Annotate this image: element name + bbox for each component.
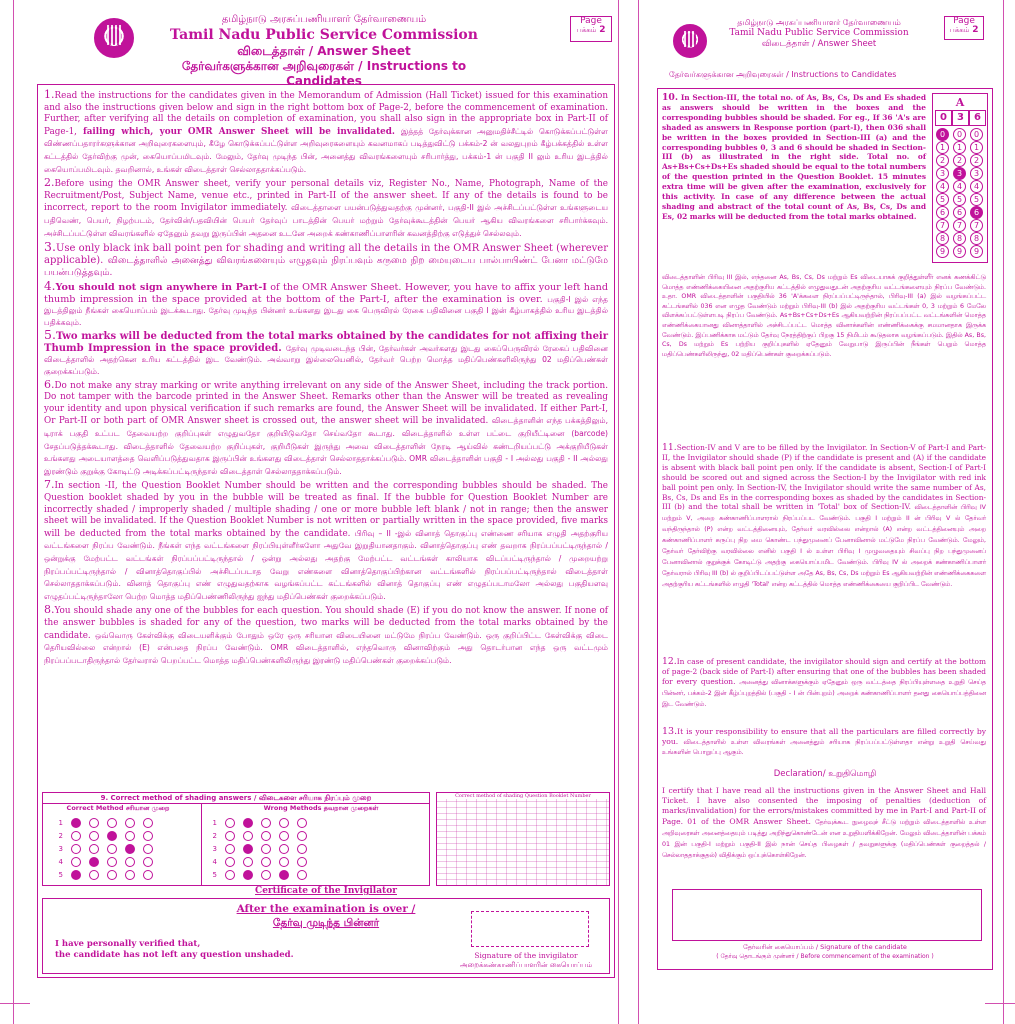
shading-table-title: 9. Correct method of shading answers / விடைகளை சரியாக நிரப்பும் முறை bbox=[43, 793, 429, 804]
wrong-bubble bbox=[279, 857, 289, 867]
instruction-bold: Two marks will be deducted from the total marks obtained by the candidates for not affixing their Thumb Impression in the space provided. bbox=[44, 331, 608, 354]
booklet-number-panel bbox=[436, 792, 610, 886]
wrong-bubble bbox=[243, 870, 253, 880]
page-number: 2 bbox=[972, 25, 979, 36]
tnpsc-emblem-icon bbox=[673, 24, 707, 58]
invigilator-signature-en: Signature of the invigilator bbox=[474, 951, 578, 960]
answer-bubble bbox=[107, 870, 117, 880]
shading-row bbox=[43, 869, 429, 882]
shading-row-number: 5 bbox=[58, 871, 63, 879]
wrong-method-head: Wrong Methods தவறான முறைகள் bbox=[263, 804, 379, 812]
wrong-bubble bbox=[261, 857, 271, 867]
item-11: 11.Section-IV and V are to be filled by the Invigilator. In Section-V of Part-I and Part-II, the Invigilator should shade (P) if the candidate is present and (A) if the candidate is absent with black ball point pen only. If the candidate is absent, Section-I of Part-I should be scored out and signed across the Section-I by the Invigilator with red ink ball point pen only. In Section-IV, the Invigilator should write the same number of As, Bs, Cs, Ds and Es in the corresponding boxes as shaded by the candidates in Section-III (b) and the total shall be written in 'Total' box of Section-IV. விடைத்தாளின் பிரிவு IV மற்றும் V, அறை கண்காணிப்பாளரால் நிரப்பப்பட வேண்டும். பகுதி I மற்றும் II ன் பிரிவு V ல் தேர்வர் வந்திருந்தால் (P) என்ற வட்டத்தினையும், தேர்வர் வரவில்லை என்றால் (A) என்ற வட்டத்தினையும் அறை கண்காணிப்பாளர் கருப்பு நிற மை கொண்ட பந்துமுனைப் பேனாவினால் மட்டுமே நிரப்ப வேண்டும். மேலும், தேர்வர் தேர்விற்கு வரவில்லை எனில் பகுதி I ல் உள்ள பிரிவு I முழுவதையும் சிவப்பு நிற பந்துமுனைப் பேனாவினால் குறுக்குக் கோடிட்டு அதற்கு கையொப்பமிட வேண்டும். பிரிவு IV ல் அறைக் கண்காணிப்பாளர் தேர்வரால் பிரிவு III (b) ல் குறிப்பிடப்பட்டுள்ள அதே As, Bs, Cs, Ds மற்றும் Es ஆகியவற்றின் எண்ணிக்கைகளை அதற்குரிய கட்டங்களில் எழுதி 'Total' என்ற கட்டத்தில் மொத்த எண்ணிக்கையை குறிப்பிட வேண்டும். bbox=[662, 442, 986, 588]
instruction-tamil: விடைத்தாளின் எந்த பக்கத்திலும், டிராக் பகுதி உட்பட தேவையற்ற குறிப்புகள் எழுதுவதோ குறியிடுவதோ செய்வதோ கூடாது. விடைத்தாளில் உள்ள பட்டை குறியீட்டினை (barcode) சேதப்படுத்தக்கூடாது. விடைத்தாளில் தேவையற்ற குறிப்புகள், குறியீடுகள் இருந்து அவை விடைத்தாளின் நேரடி ஆய்வில் கண்டறியப்பட்டு அக்குறியீடுகள் உங்களது அடையாளத்தை வெளிப்படுத்துவதாக இருப்பின் உங்களது விடைத்தாள் செல்லாததாக்கப்படும். OMR விடைத்தாளின் பகுதி - I அல்லது பகுதி - II அல்லது இரண்டும் குறுக்கு கோடிட்டு அடிக்கப்பட்டிருந்தால் விடைத்தாள் செல்லாததாக்கப்படும். bbox=[44, 416, 608, 476]
count-digit-cell: 0 bbox=[935, 110, 952, 126]
instruction-number: 3. bbox=[44, 239, 56, 255]
invigilator-signature-box[interactable] bbox=[471, 911, 589, 947]
count-bubble: 7 bbox=[970, 219, 983, 232]
count-bubble: 6 bbox=[936, 206, 949, 219]
page-label: Page bbox=[953, 16, 975, 26]
wrong-bubble bbox=[297, 844, 307, 854]
instruction-number: 7. bbox=[44, 478, 55, 492]
answer-bubble bbox=[125, 870, 135, 880]
answer-bubble bbox=[71, 870, 81, 880]
instruction-text: Read the instructions for the candidates given in the Memorandum of Admission (Hall Ticket) issued for this examination and also the instructions given below and sign in the right bottom box of Page-2, before the commencement of examination. Further, after verifying all the details on completion of examination, you shall also sign in the appropriate box in Part-II of Page-1, bbox=[44, 91, 608, 137]
answer-bubble bbox=[89, 870, 99, 880]
item-10-ta: விடைத்தாளின் பிரிவு III இல், எந்தனை As, Bs, Cs, Ds மற்றும் Es விடையாகக் குறித்துள்ளீர் எனக் கணக்கிட்டு மொத்த எண்ணிக்கையினை அதற்குரிய கட்டத்தில் எழுதுவதுடன் அதற்குரிய வட்டங்களையும் நிரப்ப வேண்டும். உதா. OMR விடைத்தாளின் பகுதியில் 36 'A'க்களை நிரப்பப்பட்டிருந்தால், பிரிவு-III (a) இல் வழங்கப்பட்ட கட்டங்களில் 036 என எழுத வேண்டும் மற்றும் பிரிவு-III (b) இல் அதற்குரிய வட்டங்கள் 0, 3 மற்றும் 6 மேலே விளக்கப்பட்டுள்ளபடி நிரப்ப வேண்டும். As+Bs+Cs+Ds+Es ஆகியவற்றின் நிரப்பப்பட்ட வட்டங்களின் மொத்த எண்ணிக்கையானது வினாத்தாளில் அச்சிடப்பட்ட மொத்த வினாக்களின் எண்ணிக்கைக்கு சமமானதாக இருக்க வேண்டும். இப்பணிக்காக மட்டும் தேர்வு நேரத்திற்குப் பிறகு 15 நிமிடம் கூடுதலாக வழங்கப்படும். இதில் As, Bs, Cs, Ds மற்றும் Es பற்றிய குறிப்புகளில் ஏதேனும் வேறுபாடு இருப்பின் நீங்கள் பெறும் மொத்த மதிப்பெண்களிலிருந்து, 02 மதிப்பெண்கள் குறைக்கப்படும். bbox=[662, 274, 986, 358]
instruction-3 bbox=[44, 241, 608, 280]
wrong-bubble bbox=[297, 857, 307, 867]
wrong-bubble bbox=[243, 831, 253, 841]
org-tamil: தமிழ்நாடு அரசுப்பணியாளர் தேர்வாணையம் bbox=[221, 14, 427, 25]
instruction-6 bbox=[44, 379, 608, 479]
instruction-7 bbox=[44, 479, 608, 603]
answer-bubble bbox=[125, 831, 135, 841]
item-13-ta: விடைத்தாளில் உள்ள விவரங்கள் அனைத்தும் சரியாக நிரப்பப்பட்டுள்ளதா என்று உறுதி செய்வது உங்களின் பொறுப்பு ஆகும். bbox=[662, 738, 986, 756]
count-bubble: 0 bbox=[953, 128, 966, 141]
item-10-en: In Section-III, the total no. of As, Bs, Cs, Ds and Es shaded as answers should be written in the boxes and the corresponding bubbles should be shaded. For eg., If 36 'A's are shaded as answers in Response portion (part-I), then 036 shall be written in the boxes provided in Section-III (a) and the corresponding bubbles 0, 3 and 6 should be shaded in Section-III (b) as illustrated in the right side. Total no. of As+Bs+Cs+Ds+Es shaded should be equal to the total numbers of the question printed in the Question Booklet. 15 minutes extra time will be given after the examination, exclusively for this activity. In case of any difference between the actual shading and abstract of the total count of As, Bs, Cs, Ds and Es, 02 marks will be deducted from the total marks obtained. bbox=[662, 93, 926, 221]
crop-mark bbox=[985, 1003, 1015, 1004]
count-bubble: 6 bbox=[953, 206, 966, 219]
org-english: Tamil Nadu Public Service Commission bbox=[170, 26, 478, 43]
instruction-number: 6. bbox=[44, 377, 55, 391]
answer-bubble bbox=[107, 818, 117, 828]
instruction-5 bbox=[44, 329, 608, 377]
answer-bubble bbox=[143, 844, 153, 854]
item-13-en: It is your responsibility to ensure that all the particulars are filled correctly by you. bbox=[662, 727, 986, 746]
shading-row-number: 2 bbox=[212, 832, 217, 840]
count-bubble: 8 bbox=[953, 232, 966, 245]
instruction-number: 4. bbox=[44, 278, 56, 293]
wrong-bubble bbox=[297, 818, 307, 828]
verified-line-1: I have personally verified that, bbox=[55, 939, 201, 949]
answer-bubble bbox=[125, 844, 135, 854]
wrong-bubble bbox=[261, 870, 271, 880]
count-bubble: 4 bbox=[953, 180, 966, 193]
count-bubble: 3 bbox=[953, 167, 966, 180]
instruction-2 bbox=[44, 177, 608, 240]
count-bubble: 2 bbox=[953, 154, 966, 167]
instruction-text: Do not make any stray marking or write anything irrelevant on any side of the Answer Sheet, including the track portion. Do not tamper with the barcode printed in the Answer Sheet. Remarks other than the Answer will be treated as revealing your identity and upon physical verification if such remarks are found, the Answer Sheet will be invalidated. If either Part-I, Or Part-II or both part of OMR Answer sheet is crossed out, the answer sheet will be invalidated. bbox=[44, 380, 608, 427]
answer-bubble bbox=[107, 831, 117, 841]
declaration-body bbox=[662, 786, 986, 861]
instruction-number: 2. bbox=[44, 176, 55, 190]
instruction-number: 1. bbox=[44, 88, 55, 101]
instruction-text: Before using the OMR Answer sheet, verify your personal details viz, Register No., Name, Photograph, Name of the Recruitment/Post, Subject Name, venue etc., printed in Part-II of the answer sheet. If any of the details is found to be incorrect, report to the room Invigilator immediately. bbox=[44, 179, 608, 214]
instructions-title: தேர்வர்களுக்கான அறிவுரைகள் / Instructions to Candidates bbox=[181, 59, 467, 88]
instruction-number: 5. bbox=[44, 327, 56, 343]
after-exam-en: After the examination is over / bbox=[236, 903, 416, 915]
instruction-bold: You should not sign anywhere in Part-I bbox=[55, 281, 267, 293]
verified-line-2: the candidate has not left any question unshaded. bbox=[55, 950, 294, 960]
certificate-title: Certificate of the Invigilator bbox=[255, 886, 397, 896]
instruction-tamil: ஒவ்வொரு கேள்விக்கு விடையளிக்கும் போதும் ஒரே ஒரு சரியான விடையினை மட்டுமே நிரப்ப வேண்டும். ஒரு குறிப்பிட்ட கேள்விக்கு விடை தெரியவில்லை என்றால் (E) என்பதை நிரப்ப வேண்டும். OMR விடைத்தாளில், எந்தவொரு வினாவிற்கும் அது தொடர்பான எந்த ஒரு வட்டமும் நிரப்பப்படாதிருந்தால் தேர்வரால் பெறப்பட்ட மொத்த மதிப்பெண்களிலிருந்து இரண்டு மதிப்பெண்கள் குறைக்கப்படும். bbox=[44, 630, 608, 665]
count-bubble: 2 bbox=[936, 154, 949, 167]
instructions-body bbox=[44, 89, 608, 668]
wrong-bubble bbox=[279, 818, 289, 828]
shading-row-number: 2 bbox=[58, 832, 63, 840]
item-11-en: Section-IV and V are to be filled by the Invigilator. In Section-V of Part-I and Part-II, the Invigilator should shade (P) if the candidate is present and (A) if the candidate is absent with black ball point pen only. If the candidate is absent, Section-I of Part-I should be scored out and signed across the Section-I by the Invigilator with red ink ball point pen only. In Section-IV, the Invigilator should write the same number of As, Bs, Cs, Ds and Es in the corresponding boxes as shaded by the candidates in Section-III (b) and the total shall be written in 'Total' box of Section-IV. bbox=[662, 443, 986, 512]
page-number: 2 bbox=[599, 25, 606, 36]
candidate-signature-box[interactable] bbox=[672, 889, 982, 941]
count-bubble: 9 bbox=[970, 245, 983, 258]
count-bubble: 7 bbox=[953, 219, 966, 232]
count-bubble: 1 bbox=[936, 141, 949, 154]
answer-bubble bbox=[143, 831, 153, 841]
count-bubble: 2 bbox=[970, 154, 983, 167]
wrong-bubble bbox=[225, 818, 235, 828]
count-bubble: 6 bbox=[970, 206, 983, 219]
count-bubble-grid bbox=[932, 93, 988, 263]
instruction-tamil: பிரிவு – II -இல் வினாத் தொகுப்பு எண்ணை சரியாக எழுதி அதற்குரிய வட்டங்களை நிரப்ப வேண்டும். நீங்கள் எந்த வட்டங்களை நிரப்பியுள்ளீர்களோ அதுவே இறுதியானதாகும். வினாத்தொகுப்பு எண் தவறாக நிரப்பப்பட்டிருந்தால் / ஒன்றுக்கு மேற்பட்ட வட்டங்கள் நிரப்பப்பட்டிருந்தால் / ஒன்று அல்லது அதற்கு மேற்பட்ட வட்டங்கள் காலியாக விடப்பட்டிருந்தால் / முறையற்று நிரப்பப்பட்டிருந்தால் / வினாத்தொகுப்பில் அச்சிடப்படாத வேறு எண்களை வினாத்தொகுப்பிற்கான வட்டங்களில் நிரப்பப்பட்டிருந்தால் விடைத்தாள் செல்லாததாக்கப்படும். வினாத் தொகுப்பு எண் எழுதுவதற்காக வழங்கப்பட்ட கட்டங்களில் வினாத் தொகுப்பு எண் எழுதப்படாமலோ அல்லது பகுதியளவு எழுதப்பட்டிருந்தாலோ பெற்ற மொத்த மதிப்பெண்ணிலிருந்து ஐந்து மதிப்பெண்கள் குறைக்கப்படும். bbox=[44, 528, 609, 601]
answer-bubble bbox=[143, 857, 153, 867]
wrong-bubble bbox=[243, 844, 253, 854]
page-number-box bbox=[570, 16, 612, 42]
instruction-tamil: விடைத்தாளை பயன்படுத்துவதற்கு முன்னர், பகுதி-II இல் அச்சிடப்பட்டுள்ள உங்களுடைய பதிவெண், பெயர், நிழற்படம், தேர்வின்/பதவியின் பெயர் தேர்வுப் பாடத்தின் பெயர் மற்றும் தேர்வுக்கூடத்தின் பெயர் ஆகிய விவரங்களை சரிபார்க்கவும். அச்சிடப்பட்டுள்ள விவரங்களில் ஏதேனும் தவறு இருப்பின் அதனை உடனே அறைக் கண்காணிப்பாளரின் கவனத்திற்கு எடுத்துச் செல்லவும். bbox=[44, 203, 608, 238]
shading-row-number: 4 bbox=[58, 858, 63, 866]
page-label: Page bbox=[580, 16, 602, 26]
shading-row bbox=[43, 856, 429, 869]
answer-bubble bbox=[71, 844, 81, 854]
after-exam-box bbox=[42, 898, 610, 974]
wrong-bubble bbox=[279, 831, 289, 841]
answer-bubble bbox=[143, 818, 153, 828]
instruction-text: of the OMR Answer Sheet. However, you have to affix your left hand thumb impression in the space provided at the bottom of the Part-I, after the examination is over. bbox=[44, 281, 608, 305]
shading-row bbox=[43, 817, 429, 830]
count-bubble: 8 bbox=[970, 232, 983, 245]
wrong-bubble bbox=[261, 831, 271, 841]
wrong-bubble bbox=[225, 870, 235, 880]
item-12-ta: அனைத்து வினாக்களுக்கும் ஏதேனும் ஒரு வட்டத்தை நிரப்பியுள்ளதை உறுதி செய்த பின்னர், பக்கம்-2 இன் கீழ்ப்புறத்தில் (பகுதி - I ன் பின்புறம்) அறைக் கண்காணிப்பாளர் தனது கையொப்பத்தினை இட வேண்டும். bbox=[662, 678, 986, 708]
shading-row-number: 1 bbox=[58, 819, 63, 827]
correct-method-head: Correct Method சரியான முறை bbox=[66, 804, 170, 812]
shading-row-number: 1 bbox=[212, 819, 217, 827]
sheet-title: விடைத்தாள் / Answer Sheet bbox=[761, 39, 877, 50]
instruction-1 bbox=[44, 89, 608, 176]
wrong-bubble bbox=[279, 844, 289, 854]
count-bubble: 7 bbox=[936, 219, 949, 232]
invigilator-signature-ta: அறைக்கண்காணிப்பாளரின் கையொப்பம் bbox=[459, 961, 593, 969]
answer-bubble bbox=[89, 818, 99, 828]
instruction-bold: failing which, your OMR Answer Sheet will be invalidated. bbox=[82, 126, 395, 137]
booklet-panel-title: Correct method of shading Question Booklet Number bbox=[437, 793, 609, 799]
wrong-bubble bbox=[243, 818, 253, 828]
sheet-title: விடைத்தாள் / Answer Sheet bbox=[237, 44, 411, 58]
count-bubble: 9 bbox=[936, 245, 949, 258]
answer-bubble bbox=[125, 857, 135, 867]
shading-row-number: 3 bbox=[212, 845, 217, 853]
instruction-tamil: விடைத்தாளில் அனைத்து விவரங்களையும் எழுதவும் நிரப்பவும் கருமை நிற மையுடைய பால்பாயிண்ட் பேனா மட்டுமே பயன்படுத்தவும். bbox=[44, 255, 608, 279]
item-10: 10. In Section-III, the total no. of As, Bs, Cs, Ds and Es shaded as answers should be written in the boxes and the corresponding bubbles should be shaded. For eg., If 36 'A's are shaded as answers in Response portion (part-I), then 036 shall be written in the boxes provided in Section-III (a) and the corresponding bubbles 0, 3 and 6 should be shaded in Section-III (b) as illustrated in the right side. Total no. of As+Bs+Cs+Ds+Es shaded should be equal to the total numbers of the question printed in the Question Booklet. 15 minutes extra time will be given after the examination, exclusively for this activity. In case of any difference between the actual shading and abstract of the total count of As, Bs, Cs, Ds and Es, 02 marks will be deducted from the total marks obtained. bbox=[662, 92, 926, 221]
answer-bubble bbox=[143, 870, 153, 880]
shading-row-number: 5 bbox=[212, 871, 217, 879]
org-tamil: தமிழ்நாடு அரசுப்பணியாளர் தேர்வாணையம் bbox=[737, 18, 901, 27]
instruction-text: In section -II, the Question Booklet Number should be written and the corresponding bubbles should be shaded. The Question booklet shaded by you in the bubble will be treated as final. If the bubble for Question Booklet Number are incorrectly shaded / improperly shaded / multiple shading / one or more bubble left blank / not in range; then the answer sheet will be invalidated. If the Question Booklet Number is not written or partially written in the space provided, five marks will be deducted from the total marks obtained by the candidate. bbox=[44, 481, 608, 539]
instructions-title: தேர்வர்களுக்கான அறிவுரைகள் / Instructions to Candidates bbox=[669, 70, 897, 79]
wrong-bubble bbox=[225, 857, 235, 867]
count-bubble: 8 bbox=[936, 232, 949, 245]
instruction-number: 8. bbox=[44, 603, 55, 617]
answer-bubble bbox=[71, 831, 81, 841]
wrong-bubble bbox=[243, 857, 253, 867]
count-bubble: 0 bbox=[936, 128, 949, 141]
wrong-bubble bbox=[261, 818, 271, 828]
org-english: Tamil Nadu Public Service Commission bbox=[729, 28, 909, 38]
shading-row-number: 4 bbox=[212, 858, 217, 866]
answer-bubble bbox=[107, 857, 117, 867]
answer-bubble bbox=[89, 831, 99, 841]
count-bubble: 3 bbox=[936, 167, 949, 180]
instruction-tamil: பகுதி-I இல் எந்த இடத்திலும் நீங்கள் கையொப்பம் இடக்கூடாது. தேர்வு முடிந்த பின்னர் உங்களது இடது கை பெருவிரல் ரேகை பதிவினை பகுதி I இன் கீழ்பாகத்தில் உரிய இடத்தில் பதிக்கவும். bbox=[44, 294, 608, 327]
item-11-ta: விடைத்தாளின் பிரிவு IV மற்றும் V, அறை கண்காணிப்பாளரால் நிரப்பப்பட வேண்டும். பகுதி I மற்றும் II ன் பிரிவு V ல் தேர்வர் வந்திருந்தால் (P) என்ற வட்டத்தினையும், தேர்வர் வரவில்லை என்றால் (A) என்ற வட்டத்தினையும் அறை கண்காணிப்பாளர் கருப்பு நிற மை கொண்ட பந்துமுனைப் பேனாவினால் மட்டுமே நிரப்ப வேண்டும். மேலும், தேர்வர் தேர்விற்கு வரவில்லை எனில் பகுதி I ல் உள்ள பிரிவு I முழுவதையும் சிவப்பு நிற பந்துமுனைப் பேனாவினால் குறுக்குக் கோடிட்டு அதற்கு கையொப்பமிட வேண்டும். பிரிவு IV ல் அறைக் கண்காணிப்பாளர் தேர்வரால் பிரிவு III (b) ல் குறிப்பிடப்பட்டுள்ள அதே As, Bs, Cs, Ds மற்றும் Es ஆகியவற்றின் எண்ணிக்கைகளை அதற்குரிய கட்டங்களில் எழுதி 'Total' என்ற கட்டத்தில் மொத்த எண்ணிக்கையை குறிப்பிட வேண்டும். bbox=[662, 504, 986, 588]
count-bubble: 4 bbox=[936, 180, 949, 193]
declaration-ta: தேர்வுக்கூட நுழைவுச் சீட்டு மற்றும் விடைத்தாளில் உள்ள அறிவுரைகள் அனைத்தையும் படித்து அறிந்துகொண்டேன் என உறுதியளிக்கிறேன். மேலும் விடைத்தாளின் பக்கம் 01 இன் பகுதி-I மற்றும் பகுதி-II இல் நான் செய்த பிழைகள் / தவறுகளுக்கு (மதிப்பெண்கள் குறைத்தல் / செல்லாததாக்குதல்) விதிக்கும் ஒப்புக்கொள்கிறேன். bbox=[662, 818, 986, 860]
count-bubble: 5 bbox=[953, 193, 966, 206]
candidate-signature-label: தேர்வரின் கையொப்பம் / Signature of the candidate bbox=[743, 943, 907, 951]
instruction-tamil: தேர்வு முடிவடைந்த பின், தேர்வர்கள் அவர்களது இடது கைப்பெருவிரல் ரேகைப் பதிவினை விடைத்தாளில் அதற்கென உரிய கட்டத்தில் இட வேண்டும். அவ்வாறு இல்லையெனில், தேர்வர் பெற்ற மொத்த மதிப்பெண்களிலிருந்து 02 மதிப்பெண்கள் குறைக்கப்படும். bbox=[44, 343, 608, 377]
right-answer-sheet bbox=[638, 0, 1004, 1024]
instruction-tamil: இத்தத் தேர்வுக்கான அனுமதிச்சீட்டில் கொடுக்கப்பட்டுள்ள விண்ணப்பதாரர்களுக்கான அறிவுரைகளையும், கீழே கொடுக்கப்பட்டுள்ள அறிவுரைகளையும் கவனமாகப் படித்துவிட்டு பக்கம்-2 ன் வலதுபுறம் கீழ்பக்கத்தில் உள்ள கட்டத்தில் தேர்விற்கு முன், கையொப்பமிடவும். மேலும், தேர்வு முடிந்த பின், அனைத்து விவரங்களையும் சரிபார்த்து, பக்கம்-1 ன் பகுதி II லும் உரிய இடத்தில் கையொப்பமிடவும். தவறினால், உங்கள் விடைத்தாள் செல்லாததாக்கப்படும். bbox=[44, 126, 608, 174]
wrong-bubble bbox=[225, 844, 235, 854]
shading-row bbox=[43, 830, 429, 843]
page-label-tamil: பக்கம் bbox=[949, 26, 970, 35]
shading-row bbox=[43, 843, 429, 856]
left-answer-sheet bbox=[13, 0, 619, 1024]
count-bubble: 9 bbox=[953, 245, 966, 258]
instructions-frame bbox=[37, 84, 615, 978]
item-12-en: In case of present candidate, the invigilator should sign and certify at the bottom of page-2 (back side of Part-I) after ensuring that one of the bubbles has been shaded for every question. bbox=[662, 657, 986, 686]
answer-bubble bbox=[71, 818, 81, 828]
instruction-text: Use only black ink ball point pen for shading and writing all the details in the OMR Answer Sheet (wherever applicable). bbox=[44, 243, 608, 266]
declaration-title: Declaration/ உறுதிமொழி bbox=[773, 769, 877, 779]
item-13: 13.It is your responsibility to ensure that all the particulars are filled correctly by you. விடைத்தாளில் உள்ள விவரங்கள் அனைத்தும் சரியாக நிரப்பப்பட்டுள்ளதா என்று உறுதி செய்வது உங்களின் பொறுப்பு ஆகும். bbox=[662, 726, 986, 756]
count-bubble: 3 bbox=[970, 167, 983, 180]
left-header bbox=[164, 14, 484, 89]
answer-bubble bbox=[107, 844, 117, 854]
crop-mark bbox=[0, 1003, 30, 1004]
page-number-box bbox=[944, 16, 984, 40]
answer-bubble bbox=[89, 857, 99, 867]
wrong-bubble bbox=[297, 831, 307, 841]
answer-bubble bbox=[89, 844, 99, 854]
grid-letter: A bbox=[955, 96, 965, 109]
wrong-bubble bbox=[225, 831, 235, 841]
wrong-bubble bbox=[279, 870, 289, 880]
count-bubble: 1 bbox=[970, 141, 983, 154]
page-label-tamil: பக்கம் bbox=[576, 26, 597, 35]
right-header bbox=[709, 18, 929, 50]
wrong-bubble bbox=[297, 870, 307, 880]
right-instructions-frame bbox=[657, 88, 993, 970]
count-bubble: 5 bbox=[936, 193, 949, 206]
wrong-bubble bbox=[261, 844, 271, 854]
instruction-8 bbox=[44, 604, 608, 667]
count-digit-cell: 6 bbox=[969, 110, 986, 126]
instruction-4 bbox=[44, 278, 608, 328]
candidate-signature-note: ( தேர்வு தொடங்கும் முன்னர் / Before commencement of the examination ) bbox=[716, 953, 934, 960]
after-exam-ta: தேர்வு முடிந்த பின்னர் bbox=[272, 917, 380, 929]
count-bubble: 0 bbox=[970, 128, 983, 141]
count-bubble: 5 bbox=[970, 193, 983, 206]
answer-bubble bbox=[71, 857, 81, 867]
count-bubble: 1 bbox=[953, 141, 966, 154]
instruction-text: You should shade any one of the bubbles for each question. You should shade (E) if you do not know the answer. If none of the answer bubbles is shaded for any of the question, two marks will be deducted from the total marks obtained by the candidate. bbox=[44, 606, 608, 641]
count-bubble: 4 bbox=[970, 180, 983, 193]
item-12: 12.In case of present candidate, the invigilator should sign and certify at the bottom of page-2 (back side of Part-I) after ensuring that one of the bubbles has been shaded for every question. அனைத்து வினாக்களுக்கும் ஏதேனும் ஒரு வட்டத்தை நிரப்பியுள்ளதை உறுதி செய்த பின்னர், பக்கம்-2 இன் கீழ்ப்புறத்தில் (பகுதி - I ன் பின்புறம்) அறைக் கண்காணிப்பாளர் தனது கையொப்பத்தினை இட வேண்டும். bbox=[662, 656, 986, 708]
shading-row-number: 3 bbox=[58, 845, 63, 853]
tnpsc-emblem-icon bbox=[94, 18, 134, 58]
answer-bubble bbox=[125, 818, 135, 828]
count-digit-cell: 3 bbox=[952, 110, 969, 126]
shading-method-table bbox=[42, 792, 430, 886]
declaration-en: I certify that I have read all the instructions given in the Answer Sheet and Hall Ticket. I have also consented the imposing of penalties (deduction of marks/invalidation) for the errors/mistakes committed by me in Part-I and Part-II of Page. 01 of the OMR Answer Sheet. bbox=[662, 786, 986, 826]
